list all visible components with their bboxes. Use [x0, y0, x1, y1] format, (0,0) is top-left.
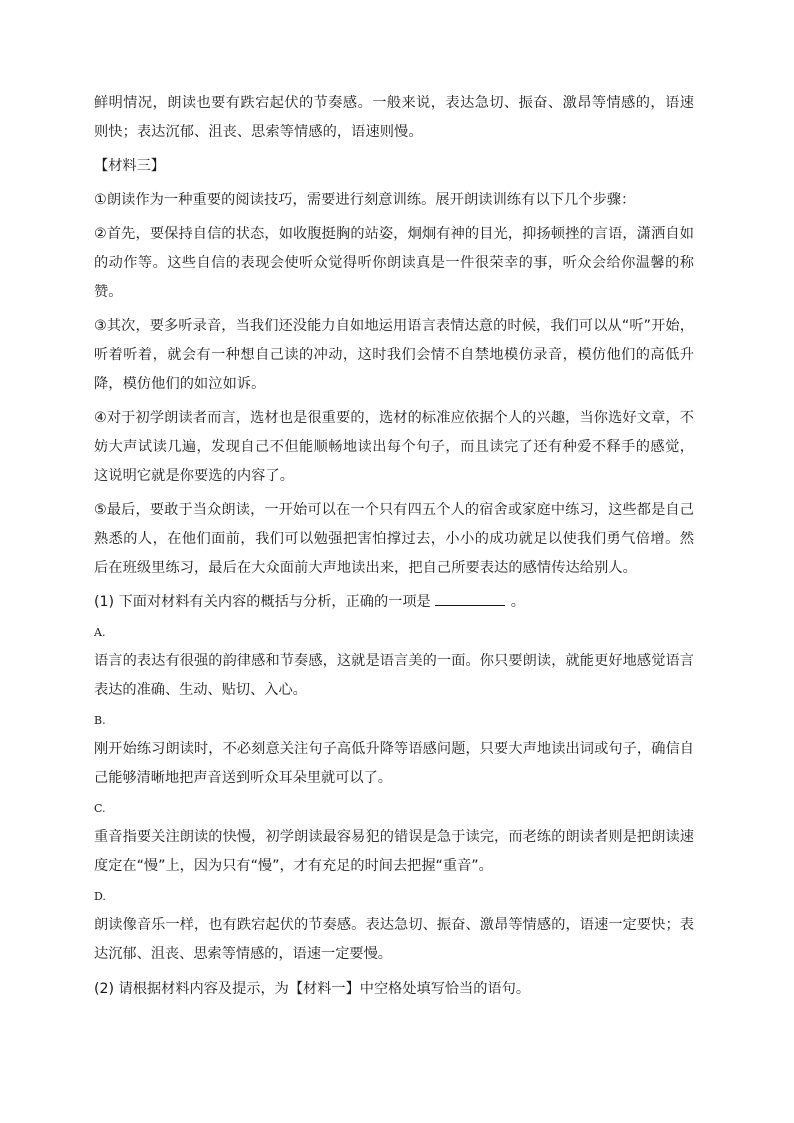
material-three-heading: 【材料三】 [94, 158, 165, 174]
option-b[interactable] [94, 711, 694, 793]
option-a-letter: A. [94, 626, 106, 639]
option-c-text: 重音指要关注朗读的快慢，初学朗读最容易犯的错误是急于读完，而老练的朗读者则是把朗读速度定在“慢”上，因为只有“慢”，才有充足的时间去把握“重音”。 [94, 829, 694, 874]
option-b-text: 刚开始练习朗读时，不必刻意关注句子高低升降等语感问题，只要大声地读出词或句子，确信自己能够清晰地把声音送到听众耳朵里就可以了。 [94, 741, 694, 786]
paragraph-2: ②首先，要保持自信的状态，如收腹挺胸的站姿，炯炯有神的目光，抑扬顿挫的言语，潇洒自如的动作等。这些自信的表现会使听众觉得听你朗读真是一件很荣幸的事，听众会给你温馨的称赞。 [94, 226, 694, 300]
question-1-prompt: (1) 下面对材料有关内容的概括与分析，正确的一项是 [94, 594, 431, 610]
paragraph-5: ⑤最后，要敢于当众朗读，一开始可以在一个只有四五个人的宿舍或家庭中练习，这些都是自己熟悉的人，在他们面前，我们可以勉强把害怕撑过去，小小的成功就足以使我们勇气倍增。然后在班级里练习，最后在大众面前大声地读出来，把自己所要表达的感情传达给别人。 [94, 502, 694, 576]
option-d[interactable] [94, 887, 694, 969]
option-d-text: 朗读像音乐一样，也有跌宕起伏的节奏感。表达急切、振奋、激昂等情感的，语速一定要快；表达沉郁、沮丧、思索等情感的，语速一定要慢。 [94, 917, 694, 962]
option-a[interactable] [94, 623, 694, 705]
option-c[interactable] [94, 799, 694, 881]
paragraph-continued: 鲜明情况，朗读也要有跌宕起伏的节奏感。一般来说，表达急切、振奋、激昂等情感的，语速则快；表达沉郁、沮丧、思索等情感的，语速则慢。 [94, 95, 694, 140]
paragraph-4: ④对于初学朗读者而言，选材也是很重要的，选材的标准应依据个人的兴趣，当你选好文章，不妨大声试读几遍，发现自己不但能顺畅地读出每个句子，而且读完了还有种爱不释手的感觉，这说明它就是你要选的内容了。 [94, 410, 694, 484]
option-b-letter: B. [94, 714, 106, 727]
paragraph-3: ③其次，要多听录音，当我们还没能力自如地运用语言表情达意的时候，我们可以从“听”开始，听着听着，就会有一种想自己读的冲动，这时我们会情不自禁地模仿录音，模仿他们的高低升降，模仿他们的如泣如诉。 [94, 318, 694, 392]
option-c-letter: C. [94, 802, 106, 815]
question-1 [94, 588, 694, 617]
question-1-suffix: 。 [510, 594, 525, 610]
option-d-letter: D. [94, 890, 106, 903]
answer-blank[interactable] [435, 589, 505, 606]
option-a-text: 语言的表达有很强的韵律感和节奏感，这就是语言美的一面。你只要朗读，就能更好地感觉语言表达的准确、生动、贴切、入心。 [94, 653, 694, 698]
question-2: (2) 请根据材料内容及提示，为【材料一】中空格处填写恰当的语句。 [94, 981, 531, 997]
paragraph-1: ①朗读作为一种重要的阅读技巧，需要进行刻意训练。展开朗读训练有以下几个步骤： [94, 192, 636, 208]
document-page [94, 89, 694, 1009]
